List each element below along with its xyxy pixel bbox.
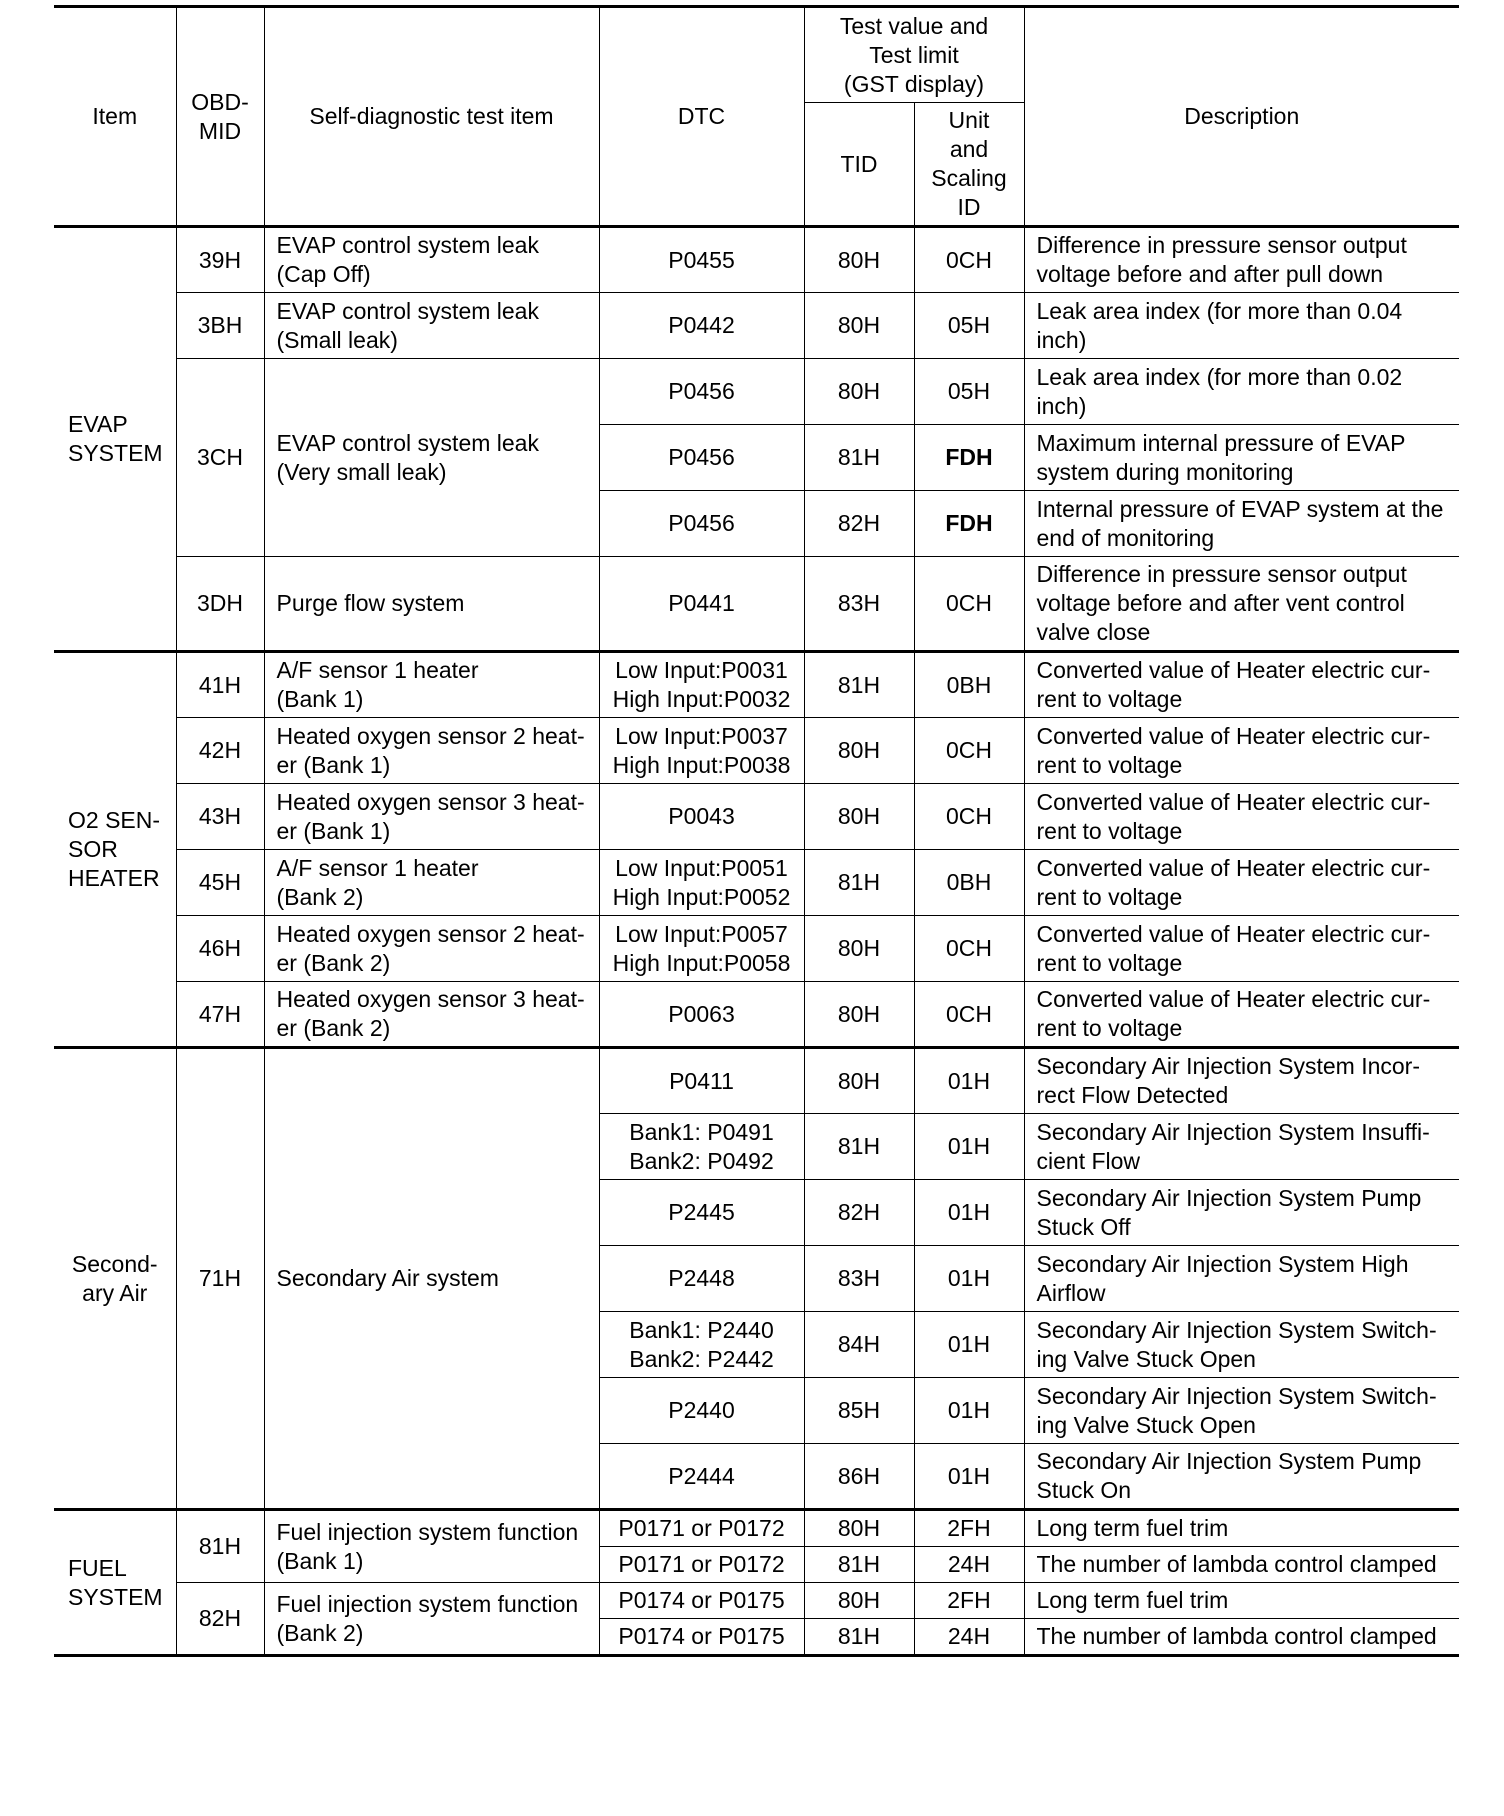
description-cell: Converted value of Heater electric cur-rent to voltage: [1024, 850, 1459, 916]
unit-cell: 0BH: [914, 850, 1024, 916]
dtc-cell: P0043: [599, 784, 804, 850]
dtc-cell: P0441: [599, 557, 804, 652]
obd-test-table: [54, 5, 1459, 1657]
dtc-cell: P0174 or P0175: [599, 1583, 804, 1619]
dtc-cell: P2445: [599, 1180, 804, 1246]
tid-cell: 82H: [804, 1180, 914, 1246]
obd-mid-cell: 42H: [176, 718, 264, 784]
test-item-cell: Purge flow system: [264, 557, 599, 652]
unit-cell: 05H: [914, 359, 1024, 425]
unit-cell: FDH: [914, 425, 1024, 491]
header-unit-scaling: Unit and Scaling ID: [914, 103, 1024, 227]
unit-cell: 01H: [914, 1180, 1024, 1246]
description-cell: Long term fuel trim: [1024, 1510, 1459, 1547]
header-obd-mid: OBD- MID: [176, 7, 264, 227]
description-cell: Secondary Air Injection System Switch-ing Valve Stuck Open: [1024, 1312, 1459, 1378]
test-item-cell: EVAP control system leak (Small leak): [264, 293, 599, 359]
header-item: Item: [54, 7, 176, 227]
unit-cell: 0CH: [914, 718, 1024, 784]
tid-cell: 80H: [804, 293, 914, 359]
dtc-cell: P0063: [599, 982, 804, 1048]
description-cell: Maximum internal pressure of EVAP system during monitoring: [1024, 425, 1459, 491]
description-cell: Secondary Air Injection System Pump Stuck Off: [1024, 1180, 1459, 1246]
test-item-cell: A/F sensor 1 heater (Bank 1): [264, 652, 599, 718]
obd-mid-cell: 3DH: [176, 557, 264, 652]
unit-cell: 0CH: [914, 557, 1024, 652]
description-cell: The number of lambda control clamped: [1024, 1547, 1459, 1583]
dtc-cell: P0171 or P0172: [599, 1547, 804, 1583]
dtc-cell: P0456: [599, 491, 804, 557]
dtc-cell: P0456: [599, 425, 804, 491]
header-description: Description: [1024, 7, 1459, 227]
header-test-value: Test value and Test limit (GST display): [804, 7, 1024, 103]
tid-cell: 81H: [804, 1547, 914, 1583]
unit-cell: 01H: [914, 1114, 1024, 1180]
unit-cell: 0CH: [914, 916, 1024, 982]
unit-cell: 0CH: [914, 982, 1024, 1048]
obd-mid-cell: 43H: [176, 784, 264, 850]
description-cell: Internal pressure of EVAP system at the end of monitoring: [1024, 491, 1459, 557]
unit-cell: 01H: [914, 1312, 1024, 1378]
description-cell: Secondary Air Injection System Insuffi-cient Flow: [1024, 1114, 1459, 1180]
dtc-cell: P2444: [599, 1444, 804, 1510]
obd-mid-cell: 71H: [176, 1048, 264, 1510]
dtc-cell: P0411: [599, 1048, 804, 1114]
description-cell: The number of lambda control clamped: [1024, 1619, 1459, 1656]
description-cell: Leak area index (for more than 0.02 inch): [1024, 359, 1459, 425]
tid-cell: 81H: [804, 850, 914, 916]
tid-cell: 82H: [804, 491, 914, 557]
unit-cell: 01H: [914, 1246, 1024, 1312]
description-cell: Converted value of Heater electric cur-rent to voltage: [1024, 718, 1459, 784]
unit-cell: 0BH: [914, 652, 1024, 718]
dtc-cell: P0174 or P0175: [599, 1619, 804, 1656]
obd-mid-cell: 82H: [176, 1583, 264, 1656]
tid-cell: 81H: [804, 1114, 914, 1180]
group-evap: EVAP SYSTEM: [54, 227, 176, 652]
description-cell: Leak area index (for more than 0.04 inch): [1024, 293, 1459, 359]
obd-mid-cell: 81H: [176, 1510, 264, 1583]
test-item-cell: Fuel injection system function (Bank 2): [264, 1583, 599, 1656]
test-item-cell: Heated oxygen sensor 2 heat-er (Bank 2): [264, 916, 599, 982]
group-secondary-air: Second- ary Air: [54, 1048, 176, 1510]
unit-cell: 2FH: [914, 1583, 1024, 1619]
dtc-cell: P0171 or P0172: [599, 1510, 804, 1547]
tid-cell: 80H: [804, 1048, 914, 1114]
tid-cell: 83H: [804, 557, 914, 652]
dtc-cell: Low Input:P0051 High Input:P0052: [599, 850, 804, 916]
dtc-cell: Low Input:P0037 High Input:P0038: [599, 718, 804, 784]
unit-cell: 0CH: [914, 227, 1024, 293]
tid-cell: 80H: [804, 718, 914, 784]
description-cell: Converted value of Heater electric cur-rent to voltage: [1024, 784, 1459, 850]
test-item-cell: Heated oxygen sensor 3 heat-er (Bank 2): [264, 982, 599, 1048]
description-cell: Converted value of Heater electric cur-rent to voltage: [1024, 652, 1459, 718]
test-item-cell: Heated oxygen sensor 2 heat-er (Bank 1): [264, 718, 599, 784]
tid-cell: 80H: [804, 227, 914, 293]
tid-cell: 80H: [804, 982, 914, 1048]
tid-cell: 81H: [804, 652, 914, 718]
dtc-cell: P0442: [599, 293, 804, 359]
unit-cell: 24H: [914, 1619, 1024, 1656]
tid-cell: 80H: [804, 784, 914, 850]
test-item-cell: EVAP control system leak (Very small leak): [264, 359, 599, 557]
test-item-cell: A/F sensor 1 heater (Bank 2): [264, 850, 599, 916]
test-item-cell: Secondary Air system: [264, 1048, 599, 1510]
description-cell: Converted value of Heater electric cur-rent to voltage: [1024, 982, 1459, 1048]
description-cell: Secondary Air Injection System Pump Stuck On: [1024, 1444, 1459, 1510]
dtc-cell: P0456: [599, 359, 804, 425]
obd-mid-cell: 45H: [176, 850, 264, 916]
test-item-cell: Fuel injection system function (Bank 1): [264, 1510, 599, 1583]
tid-cell: 80H: [804, 916, 914, 982]
unit-cell: FDH: [914, 491, 1024, 557]
test-item-cell: EVAP control system leak (Cap Off): [264, 227, 599, 293]
obd-mid-cell: 47H: [176, 982, 264, 1048]
tid-cell: 81H: [804, 425, 914, 491]
tid-cell: 80H: [804, 1583, 914, 1619]
header-tid: TID: [804, 103, 914, 227]
dtc-cell: P2448: [599, 1246, 804, 1312]
tid-cell: 81H: [804, 1619, 914, 1656]
obd-mid-cell: 3BH: [176, 293, 264, 359]
unit-cell: 01H: [914, 1378, 1024, 1444]
tid-cell: 84H: [804, 1312, 914, 1378]
obd-mid-cell: 3CH: [176, 359, 264, 557]
description-cell: Difference in pressure sensor output voltage before and after pull down: [1024, 227, 1459, 293]
dtc-cell: Bank1: P2440 Bank2: P2442: [599, 1312, 804, 1378]
dtc-cell: Low Input:P0031 High Input:P0032: [599, 652, 804, 718]
group-o2-sensor-heater: O2 SEN- SOR HEATER: [54, 652, 176, 1048]
test-item-cell: Heated oxygen sensor 3 heat-er (Bank 1): [264, 784, 599, 850]
description-cell: Difference in pressure sensor output voltage before and after vent control valve close: [1024, 557, 1459, 652]
unit-cell: 0CH: [914, 784, 1024, 850]
dtc-cell: Low Input:P0057 High Input:P0058: [599, 916, 804, 982]
description-cell: Secondary Air Injection System Incor-rect Flow Detected: [1024, 1048, 1459, 1114]
tid-cell: 80H: [804, 1510, 914, 1547]
tid-cell: 85H: [804, 1378, 914, 1444]
tid-cell: 80H: [804, 359, 914, 425]
tid-cell: 86H: [804, 1444, 914, 1510]
obd-mid-cell: 46H: [176, 916, 264, 982]
description-cell: Long term fuel trim: [1024, 1583, 1459, 1619]
unit-cell: 05H: [914, 293, 1024, 359]
dtc-cell: Bank1: P0491 Bank2: P0492: [599, 1114, 804, 1180]
description-cell: Secondary Air Injection System High Airflow: [1024, 1246, 1459, 1312]
obd-mid-cell: 41H: [176, 652, 264, 718]
obd-mid-cell: 39H: [176, 227, 264, 293]
unit-cell: 01H: [914, 1444, 1024, 1510]
dtc-cell: P0455: [599, 227, 804, 293]
dtc-cell: P2440: [599, 1378, 804, 1444]
group-fuel-system: FUEL SYSTEM: [54, 1510, 176, 1656]
header-dtc: DTC: [599, 7, 804, 227]
unit-cell: 01H: [914, 1048, 1024, 1114]
header-test-item: Self-diagnostic test item: [264, 7, 599, 227]
description-cell: Secondary Air Injection System Switch-ing Valve Stuck Open: [1024, 1378, 1459, 1444]
unit-cell: 2FH: [914, 1510, 1024, 1547]
description-cell: Converted value of Heater electric cur-rent to voltage: [1024, 916, 1459, 982]
unit-cell: 24H: [914, 1547, 1024, 1583]
tid-cell: 83H: [804, 1246, 914, 1312]
